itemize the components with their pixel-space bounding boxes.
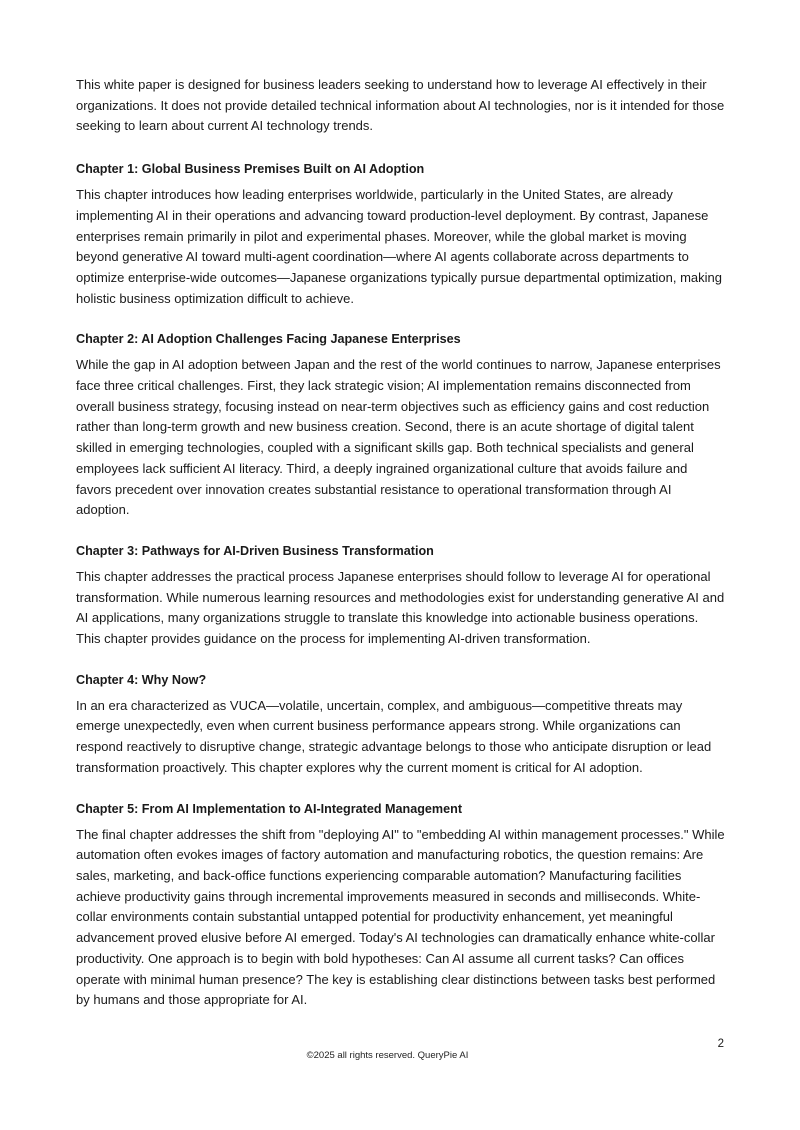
chapter-4 <box>76 671 726 779</box>
page-number: 2 <box>717 1038 724 1050</box>
chapter-1 <box>76 160 726 309</box>
document-page <box>76 75 726 1032</box>
chapter-5-title: Chapter 5: From AI Implementation to AI-Integrated Management <box>76 801 463 816</box>
chapter-4-body: In an era characterized as VUCA—volatile, uncertain, complex, and ambiguous—competitive threats may emerge unexpectedly, even when current business performance appears strong. While organizations can respond reactively to disruptive change, strategic advantage belongs to those who anticipate disruption or lead transformation proactively. This chapter explores why the current moment is critical for AI adoption. <box>76 697 712 775</box>
intro-paragraph: This white paper is designed for business leaders seeking to understand how to leverage AI effectively in their organizations. It does not provide detailed technical information about AI technologies, nor is it intended for those seeking to learn about current AI technology trends. <box>76 77 725 134</box>
chapter-5 <box>76 800 726 1011</box>
chapter-3 <box>76 542 726 650</box>
chapter-5-body: The final chapter addresses the shift from "deploying AI" to "embedding AI within management processes." While automation often evokes images of factory automation and manufacturing robotics, the question remains: Are sales, marketing, and back-office functions experiencing comparable automation? Manufacturing facilities achieve productivity gains through incremental improvements measured in seconds and milliseconds. White-collar environments contain substantial untapped potential for productivity enhancement, yet meaningful advancement proved elusive before AI emerged. Today's AI technologies can dramatically enhance white-collar productivity. One approach is to begin with bold hypotheses: Can AI assume all current tasks? Can offices operate with minimal human presence? The key is establishing clear distinctions between tasks best performed by humans and those appropriate for AI. <box>76 826 725 1008</box>
chapter-1-body: This chapter introduces how leading enterprises worldwide, particularly in the United States, are already implementing AI in their operations and advancing toward production-level deployment. By contrast, Japanese enterprises remain primarily in pilot and experimental phases. Moreover, while the global market is moving beyond generative AI toward multi-agent coordination—where AI agents collaborate across departments to optimize enterprise-wide outcomes—Japanese organizations typically pursue departmental optimization, making holistic business optimization difficult to achieve. <box>76 187 722 306</box>
chapter-2-title: Chapter 2: AI Adoption Challenges Facing Japanese Enterprises <box>76 332 461 347</box>
chapter-2-body: While the gap in AI adoption between Japan and the rest of the world continues to narrow, Japanese enterprises face three critical challenges. First, they lack strategic vision; AI implementation remains disconnected from overall business strategy, focusing instead on near-term objectives such as efficiency gains and cost reduction rather than long-term growth and new business creation. Second, there is an acute shortage of digital talent skilled in emerging technologies, coupled with a significant skills gap. Both technical specialists and general employees lack sufficient AI literacy. Third, a deeply ingrained organizational culture that avoids failure and favors precedent over innovation creates substantial resistance to operational transformation through AI adoption. <box>76 357 721 518</box>
chapter-4-title: Chapter 4: Why Now? <box>76 672 207 687</box>
chapter-3-body: This chapter addresses the practical process Japanese enterprises should follow to leverage AI for operational transformation. While numerous learning resources and methodologies exist for understanding generative AI and AI applications, many organizations struggle to translate this knowledge into actionable business operations. This chapter provides guidance on the process for implementing AI-driven transformation. <box>76 568 725 647</box>
chapter-2 <box>76 330 726 521</box>
footer-copyright: ©2025 all rights reserved. QueryPie AI <box>306 1050 469 1061</box>
chapter-3-title: Chapter 3: Pathways for AI-Driven Business Transformation <box>76 543 434 558</box>
chapter-1-title: Chapter 1: Global Business Premises Built on AI Adoption <box>76 162 425 177</box>
